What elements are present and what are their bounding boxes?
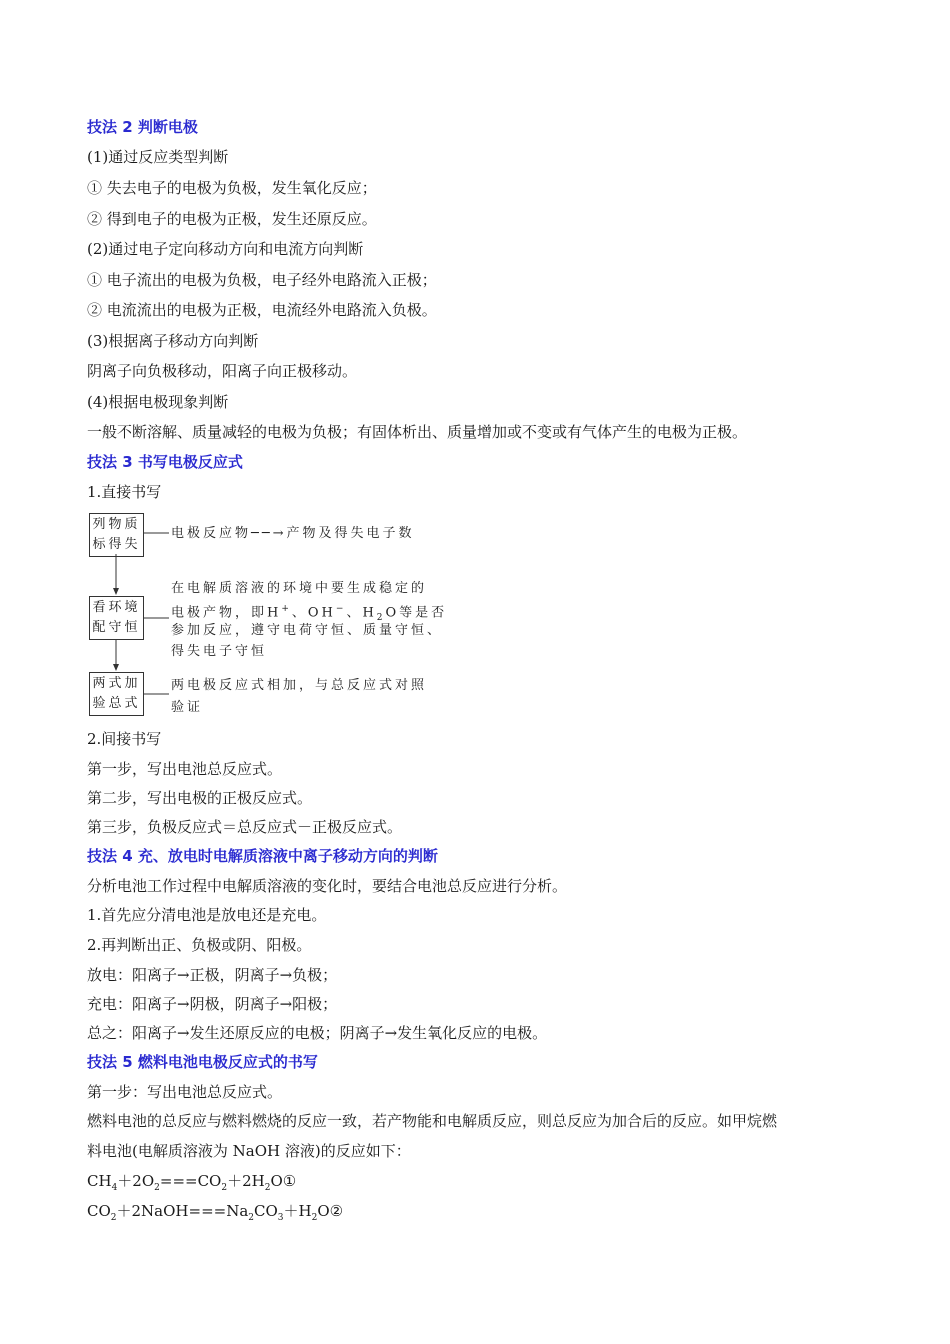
step-box-label: 两式加 [92, 676, 141, 691]
paragraph: 料电池(电解质溶液为 NaOH 溶液)的反应如下： [87, 1142, 411, 1160]
step-box-label: 验总式 [92, 696, 141, 711]
paragraph: 充电：阳离子→阴极，阴离子→阳极； [87, 995, 338, 1013]
arrow-head-icon [113, 588, 119, 595]
paragraph: 第一步，写出电池总反应式。 [87, 760, 283, 778]
paragraph: ① 失去电子的电极为负极，发生氧化反应； [87, 179, 377, 197]
step-desc-3-line2: 验证 [171, 700, 204, 715]
paragraph: 1.首先应分清电池是放电还是充电。 [87, 906, 327, 924]
arrow-head-icon [113, 664, 119, 671]
step-desc-1: 电极反应物──→产物及得失电子数 [171, 526, 415, 541]
paragraph: 第一步：写出电池总反应式。 [87, 1083, 283, 1101]
equation-1: $CH_4+2O_2===CO_2+2H_2O①$ [87, 1172, 297, 1193]
step-desc-2-line4: 得失电子守恒 [171, 644, 268, 659]
paragraph: 分析电池工作过程中电解质溶液的变化时，要结合电池总反应进行分析。 [87, 877, 568, 895]
equation-2: $CO_2+2NaOH===Na_2CO_3+H_2O②$ [87, 1202, 344, 1223]
paragraph: 燃料电池的总反应与燃料燃烧的反应一致，若产物能和电解质反应，则总反应为加合后的反应。如甲烷燃 [87, 1112, 778, 1130]
step-box-2 [89, 596, 144, 640]
section-heading-4: 技法 4 充、放电时电解质溶液中离子移动方向的判断 [87, 847, 438, 865]
paragraph: 阴离子向负极移动，阳离子向正极移动。 [87, 362, 358, 380]
step-desc-2-line2: 电极产物，即H+、OH−、$H_2O$等是否 [171, 604, 448, 623]
step-desc-2-line3: 参加反应，遵守电荷守恒、质量守恒、 [171, 623, 444, 638]
paragraph: ② 得到电子的电极为正极，发生还原反应。 [87, 210, 377, 228]
paragraph: 一般不断溶解、质量减轻的电极为负极；有固体析出、质量增加或不变或有气体产生的电极为正极。 [87, 423, 748, 441]
paragraph: 2.再判断出正、负极或阴、阳极。 [87, 936, 312, 954]
paragraph: 总之：阳离子→发生还原反应的电极；阴离子→发生氧化反应的电极。 [87, 1024, 548, 1042]
paragraph: (2)通过电子定向移动方向和电流方向判断 [87, 240, 364, 258]
section-heading-3: 技法 3 书写电极反应式 [87, 453, 243, 471]
paragraph: 2.间接书写 [87, 730, 162, 748]
step-box-1 [89, 513, 144, 557]
step-desc-2-line1: 在电解质溶液的环境中要生成稳定的 [171, 581, 428, 596]
paragraph: (3)根据离子移动方向判断 [87, 332, 259, 350]
step-box-label: 列物质 [92, 517, 141, 532]
step-desc-3-line1: 两电极反应式相加，与总反应式对照 [171, 678, 428, 693]
step-box-3 [89, 672, 144, 716]
paragraph: 第三步，负极反应式＝总反应式－正极反应式。 [87, 818, 403, 836]
paragraph: 放电：阳离子→正极，阴离子→负极； [87, 966, 338, 984]
step-box-label: 配守恒 [92, 620, 141, 635]
step-box-label: 看环境 [92, 600, 141, 615]
paragraph: 1.直接书写 [87, 483, 162, 501]
section-heading-2: 技法 2 判断电极 [87, 118, 198, 136]
paragraph: ① 电子流出的电极为负极，电子经外电路流入正极； [87, 271, 437, 289]
step-box-label: 标得失 [92, 537, 141, 552]
paragraph: (4)根据电极现象判断 [87, 393, 229, 411]
section-heading-5: 技法 5 燃料电池电极反应式的书写 [87, 1053, 318, 1071]
paragraph: 第二步，写出电极的正极反应式。 [87, 789, 313, 807]
flow-diagram [87, 510, 547, 725]
paragraph: ② 电流流出的电极为正极，电流经外电路流入负极。 [87, 301, 437, 319]
paragraph: (1)通过反应类型判断 [87, 148, 229, 166]
